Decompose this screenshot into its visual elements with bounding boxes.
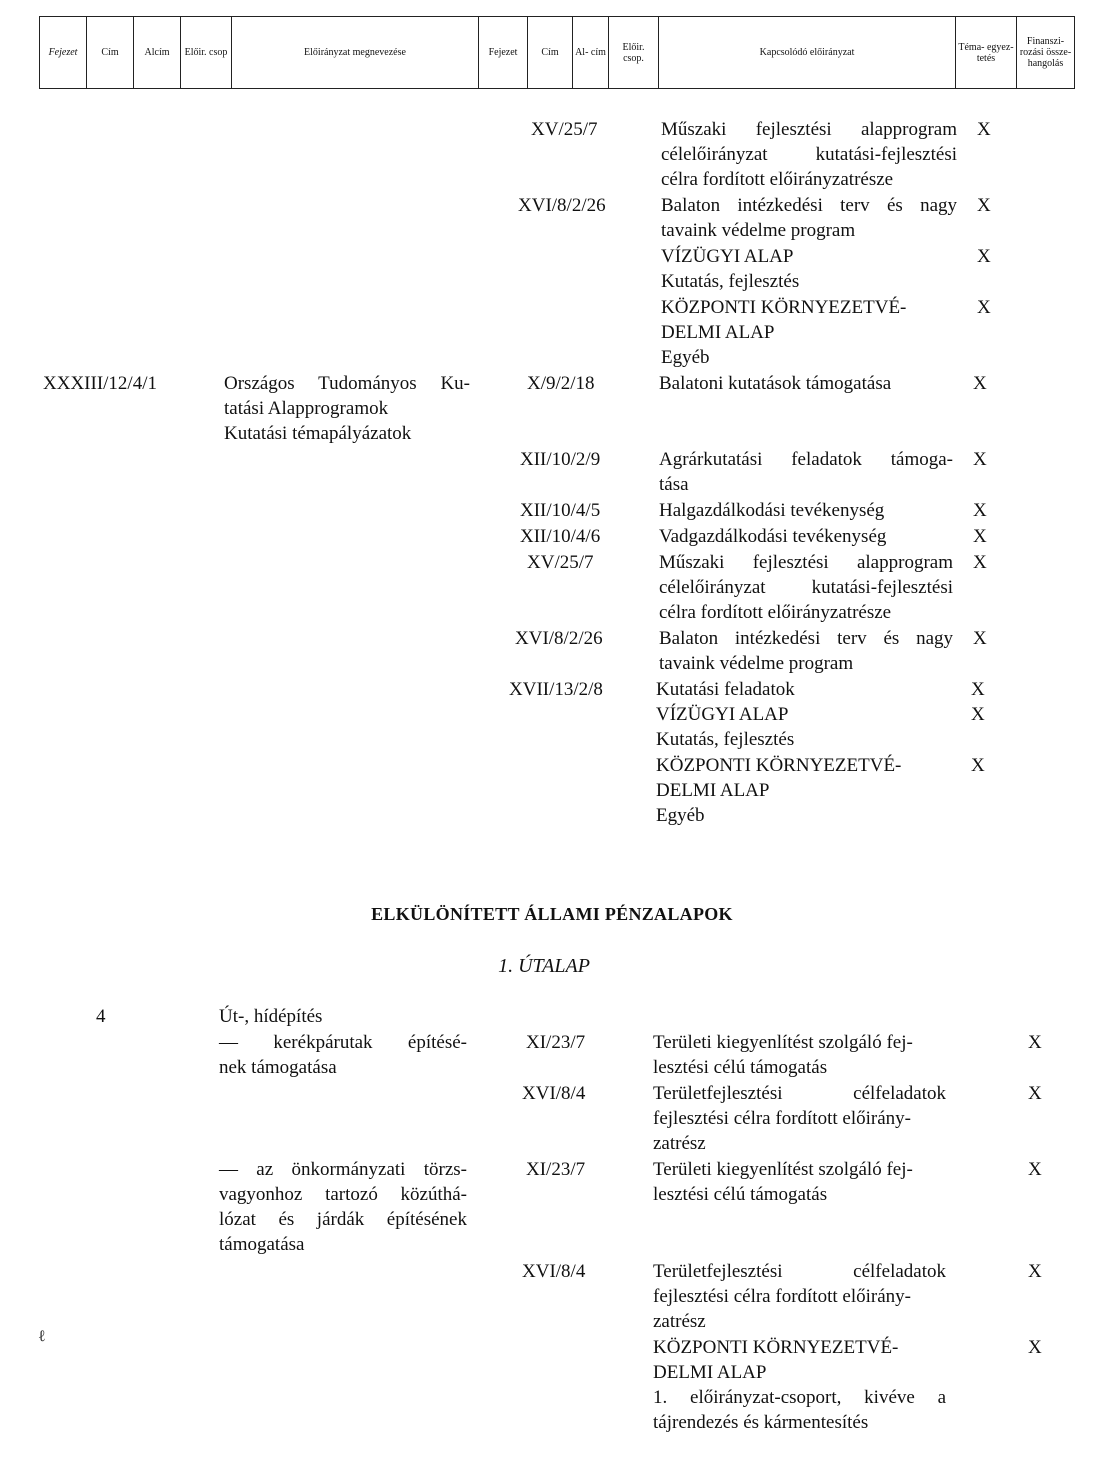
code-cell: XII/10/2/9 — [520, 449, 601, 470]
text-line: 1. előirányzat-csoport, kivéve a — [653, 1387, 946, 1408]
tema-mark: X — [971, 679, 985, 700]
subsection-title: 1. ÚTALAP — [498, 955, 590, 977]
text-line: DELMI ALAP — [656, 780, 770, 801]
header-tema: Téma- egyez- tetés — [956, 17, 1017, 88]
tema-mark: X — [973, 628, 987, 649]
code-cell: X/9/2/18 — [527, 373, 595, 394]
code-cell: XVI/8/2/26 — [515, 628, 603, 649]
sub-item-line: nek támogatása — [219, 1057, 337, 1078]
code-cell: XVI/8/4 — [522, 1083, 586, 1104]
text-line: Balaton intézkedési terv és nagy — [661, 195, 957, 216]
left-code: XXXIII/12/4/1 — [43, 373, 157, 394]
text-line: célelőirányzat kutatási-fejlesztési — [661, 144, 957, 165]
tema-mark: X — [973, 552, 987, 573]
code-cell: XI/23/7 — [526, 1032, 586, 1053]
header-cim: Cím — [87, 17, 134, 88]
left-num: 4 — [96, 1006, 106, 1027]
sub-item-line: támogatása — [219, 1234, 305, 1255]
text-line: DELMI ALAP — [661, 322, 775, 343]
code-cell: XII/10/4/5 — [520, 500, 601, 521]
text-line: zatrész — [653, 1133, 706, 1154]
finansz-mark: X — [1028, 1083, 1042, 1104]
sub-item-line: — az önkormányzati törzs- — [219, 1159, 467, 1180]
text-line: zatrész — [653, 1311, 706, 1332]
text-line: Területi kiegyenlítést szolgáló fej- — [653, 1159, 913, 1180]
header-finansz: Finanszi- rozási össze- hangolás — [1019, 36, 1072, 69]
text-line: Területfejlesztési célfeladatok — [653, 1083, 946, 1104]
left-title-line: Országos Tudományos Ku- — [224, 373, 470, 394]
text-line: Egyéb — [656, 805, 705, 826]
code-cell: XII/10/4/6 — [520, 526, 601, 547]
text-line: DELMI ALAP — [653, 1362, 767, 1383]
text-line: célelőirányzat kutatási-fejlesztési — [659, 577, 953, 598]
finansz-mark: X — [1028, 1337, 1042, 1358]
text-line: Területi kiegyenlítést szolgáló fej- — [653, 1032, 913, 1053]
tema-mark: X — [973, 449, 987, 470]
code-cell: XVI/8/4 — [522, 1261, 586, 1282]
header-kapcsolodo: Kapcsolódó előirányzat — [659, 17, 956, 88]
left-title-line: Kutatási témapályázatok — [224, 423, 412, 444]
text-line: Területfejlesztési célfeladatok — [653, 1261, 946, 1282]
finansz-mark: X — [1028, 1032, 1042, 1053]
tema-mark: X — [977, 195, 991, 216]
text-line: Kutatás, fejlesztés — [656, 729, 795, 750]
tema-mark: X — [971, 755, 985, 776]
header-eloir-csop-2: Előir. csop. — [609, 17, 659, 88]
header-fejezet-2: Fejezet — [479, 17, 528, 88]
tema-mark: X — [973, 526, 987, 547]
text-line: KÖZPONTI KÖRNYEZETVÉ- — [653, 1337, 899, 1358]
text-line: KÖZPONTI KÖRNYEZETVÉ- — [656, 755, 902, 776]
scan-speck: ℓ — [38, 1328, 46, 1345]
text-line: célra fordított előirányzatrésze — [659, 602, 892, 623]
text-line: Halgazdálkodási tevékenység — [659, 500, 885, 521]
text-line: fejlesztési célra fordított előirány- — [653, 1108, 911, 1129]
header-alcim-2: Al- cím — [573, 17, 609, 88]
tema-mark: X — [977, 246, 991, 267]
header-megnevezes: Előirányzat megnevezése — [232, 17, 479, 88]
finansz-mark: X — [1028, 1159, 1042, 1180]
sub-item-line: vagyonhoz tartozó közúthá- — [219, 1184, 467, 1205]
text-line: KÖZPONTI KÖRNYEZETVÉ- — [661, 297, 907, 318]
text-line: tavaink védelme program — [659, 653, 854, 674]
text-line: Kutatási feladatok — [656, 679, 795, 700]
tema-mark: X — [973, 500, 987, 521]
sub-item-line: lózat és járdák építésének — [219, 1209, 467, 1230]
text-line: célra fordított előirányzatrésze — [661, 169, 894, 190]
table-header — [39, 16, 1075, 89]
text-line: lesztési célú támogatás — [653, 1184, 828, 1205]
code-cell: XVI/8/2/26 — [518, 195, 606, 216]
text-line: Műszaki fejlesztési alapprogram — [661, 119, 957, 140]
sub-item-line: — kerékpárutak építésé- — [219, 1032, 467, 1053]
finansz-mark: X — [1028, 1261, 1042, 1282]
text-line: Egyéb — [661, 347, 710, 368]
text-line: Műszaki fejlesztési alapprogram — [659, 552, 953, 573]
text-line: lesztési célú támogatás — [653, 1057, 828, 1078]
header-eloir-csop: Előir. csop — [181, 17, 232, 88]
text-line: Vadgazdálkodási tevékenység — [659, 526, 887, 547]
tema-mark: X — [977, 119, 991, 140]
text-line: tájrendezés és kármentesítés — [653, 1412, 869, 1433]
text-line: Kutatás, fejlesztés — [661, 271, 800, 292]
code-cell: XV/25/7 — [531, 119, 598, 140]
text-line: VÍZÜGYI ALAP — [661, 246, 794, 267]
header-alcim: Alcím — [134, 17, 181, 88]
left-title-line: tatási Alapprogramok — [224, 398, 389, 419]
tema-mark: X — [971, 704, 985, 725]
tema-mark: X — [973, 373, 987, 394]
header-cim-2: Cím — [528, 17, 573, 88]
text-line: tavaink védelme program — [661, 220, 856, 241]
left-title: Út-, hídépítés — [219, 1006, 323, 1027]
text-line: tása — [659, 474, 689, 495]
text-line: Agrárkutatási feladatok támoga- — [659, 449, 953, 470]
section-title: ELKÜLÖNÍTETT ÁLLAMI PÉNZALAPOK — [371, 904, 733, 924]
text-line: VÍZÜGYI ALAP — [656, 704, 789, 725]
text-line: Balaton intézkedési terv és nagy — [659, 628, 953, 649]
text-line: fejlesztési célra fordított előirány- — [653, 1286, 911, 1307]
text-line: Balatoni kutatások támogatása — [659, 373, 892, 394]
header-fejezet: Fejezet — [40, 17, 87, 88]
tema-mark: X — [977, 297, 991, 318]
code-cell: XI/23/7 — [526, 1159, 586, 1180]
code-cell: XV/25/7 — [527, 552, 594, 573]
code-cell: XVII/13/2/8 — [509, 679, 603, 700]
